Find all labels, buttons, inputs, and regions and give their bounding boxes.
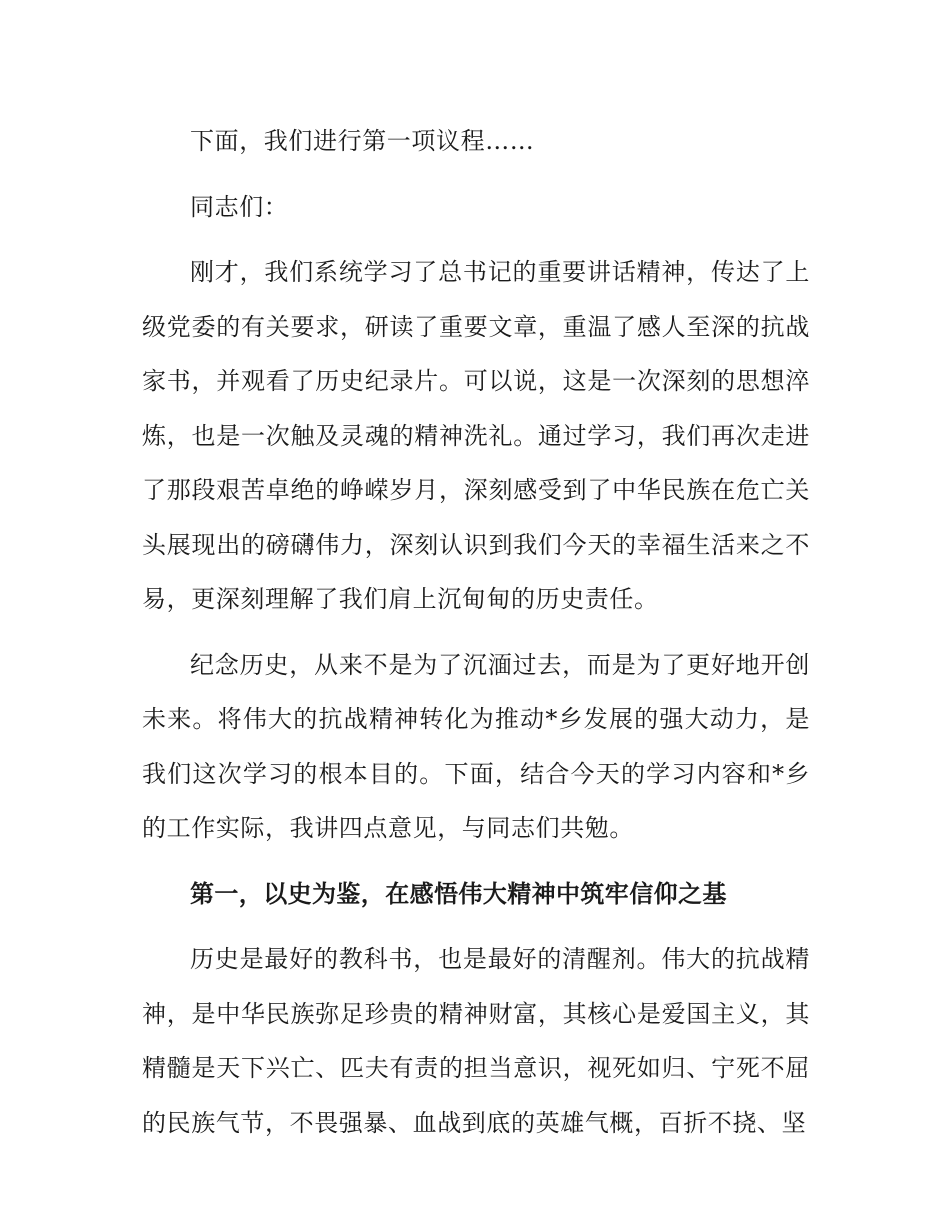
section-paragraph: 历史是最好的教科书，也是最好的清醒剂。伟大的抗战精神，是中华民族弥足珍贵的精神财富，其核心是爱国主义，其精髓是天下兴亡、匹夫有责的担当意识，视死如归、宁死不屈的民族气节，不畏强暴、血战到底的英雄气概，百折不挠、坚	[142, 945, 810, 1137]
agenda-paragraph: 下面，我们进行第一项议程……	[190, 127, 535, 155]
purpose-paragraph: 纪念历史，从来不是为了沉湎过去，而是为了更好地开创未来。将伟大的抗战精神转化为推动*乡发展的强大动力，是我们这次学习的根本目的。下面，结合今天的学习内容和*乡的工作实际，我讲四点意见，与同志们共勉。	[142, 650, 810, 842]
salutation-paragraph: 同志们：	[190, 192, 289, 221]
document-body	[142, 114, 810, 1161]
section-heading: 第一，以史为鉴，在感悟伟大精神中筑牢信仰之基	[190, 879, 727, 908]
intro-paragraph: 刚才，我们系统学习了总书记的重要讲话精神，传达了上级党委的有关要求，研读了重要文章，重温了感人至深的抗战家书，并观看了历史纪录片。可以说，这是一次深刻的思想淬炼，也是一次触及灵魂的精神洗礼。通过学习，我们再次走进了那段艰苦卓绝的峥嵘岁月，深刻感受到了中华民族在危亡关头展现出的磅礴伟力，深刻认识到我们今天的幸福生活来之不易，更深刻理解了我们肩上沉甸甸的历史责任。	[142, 258, 810, 613]
